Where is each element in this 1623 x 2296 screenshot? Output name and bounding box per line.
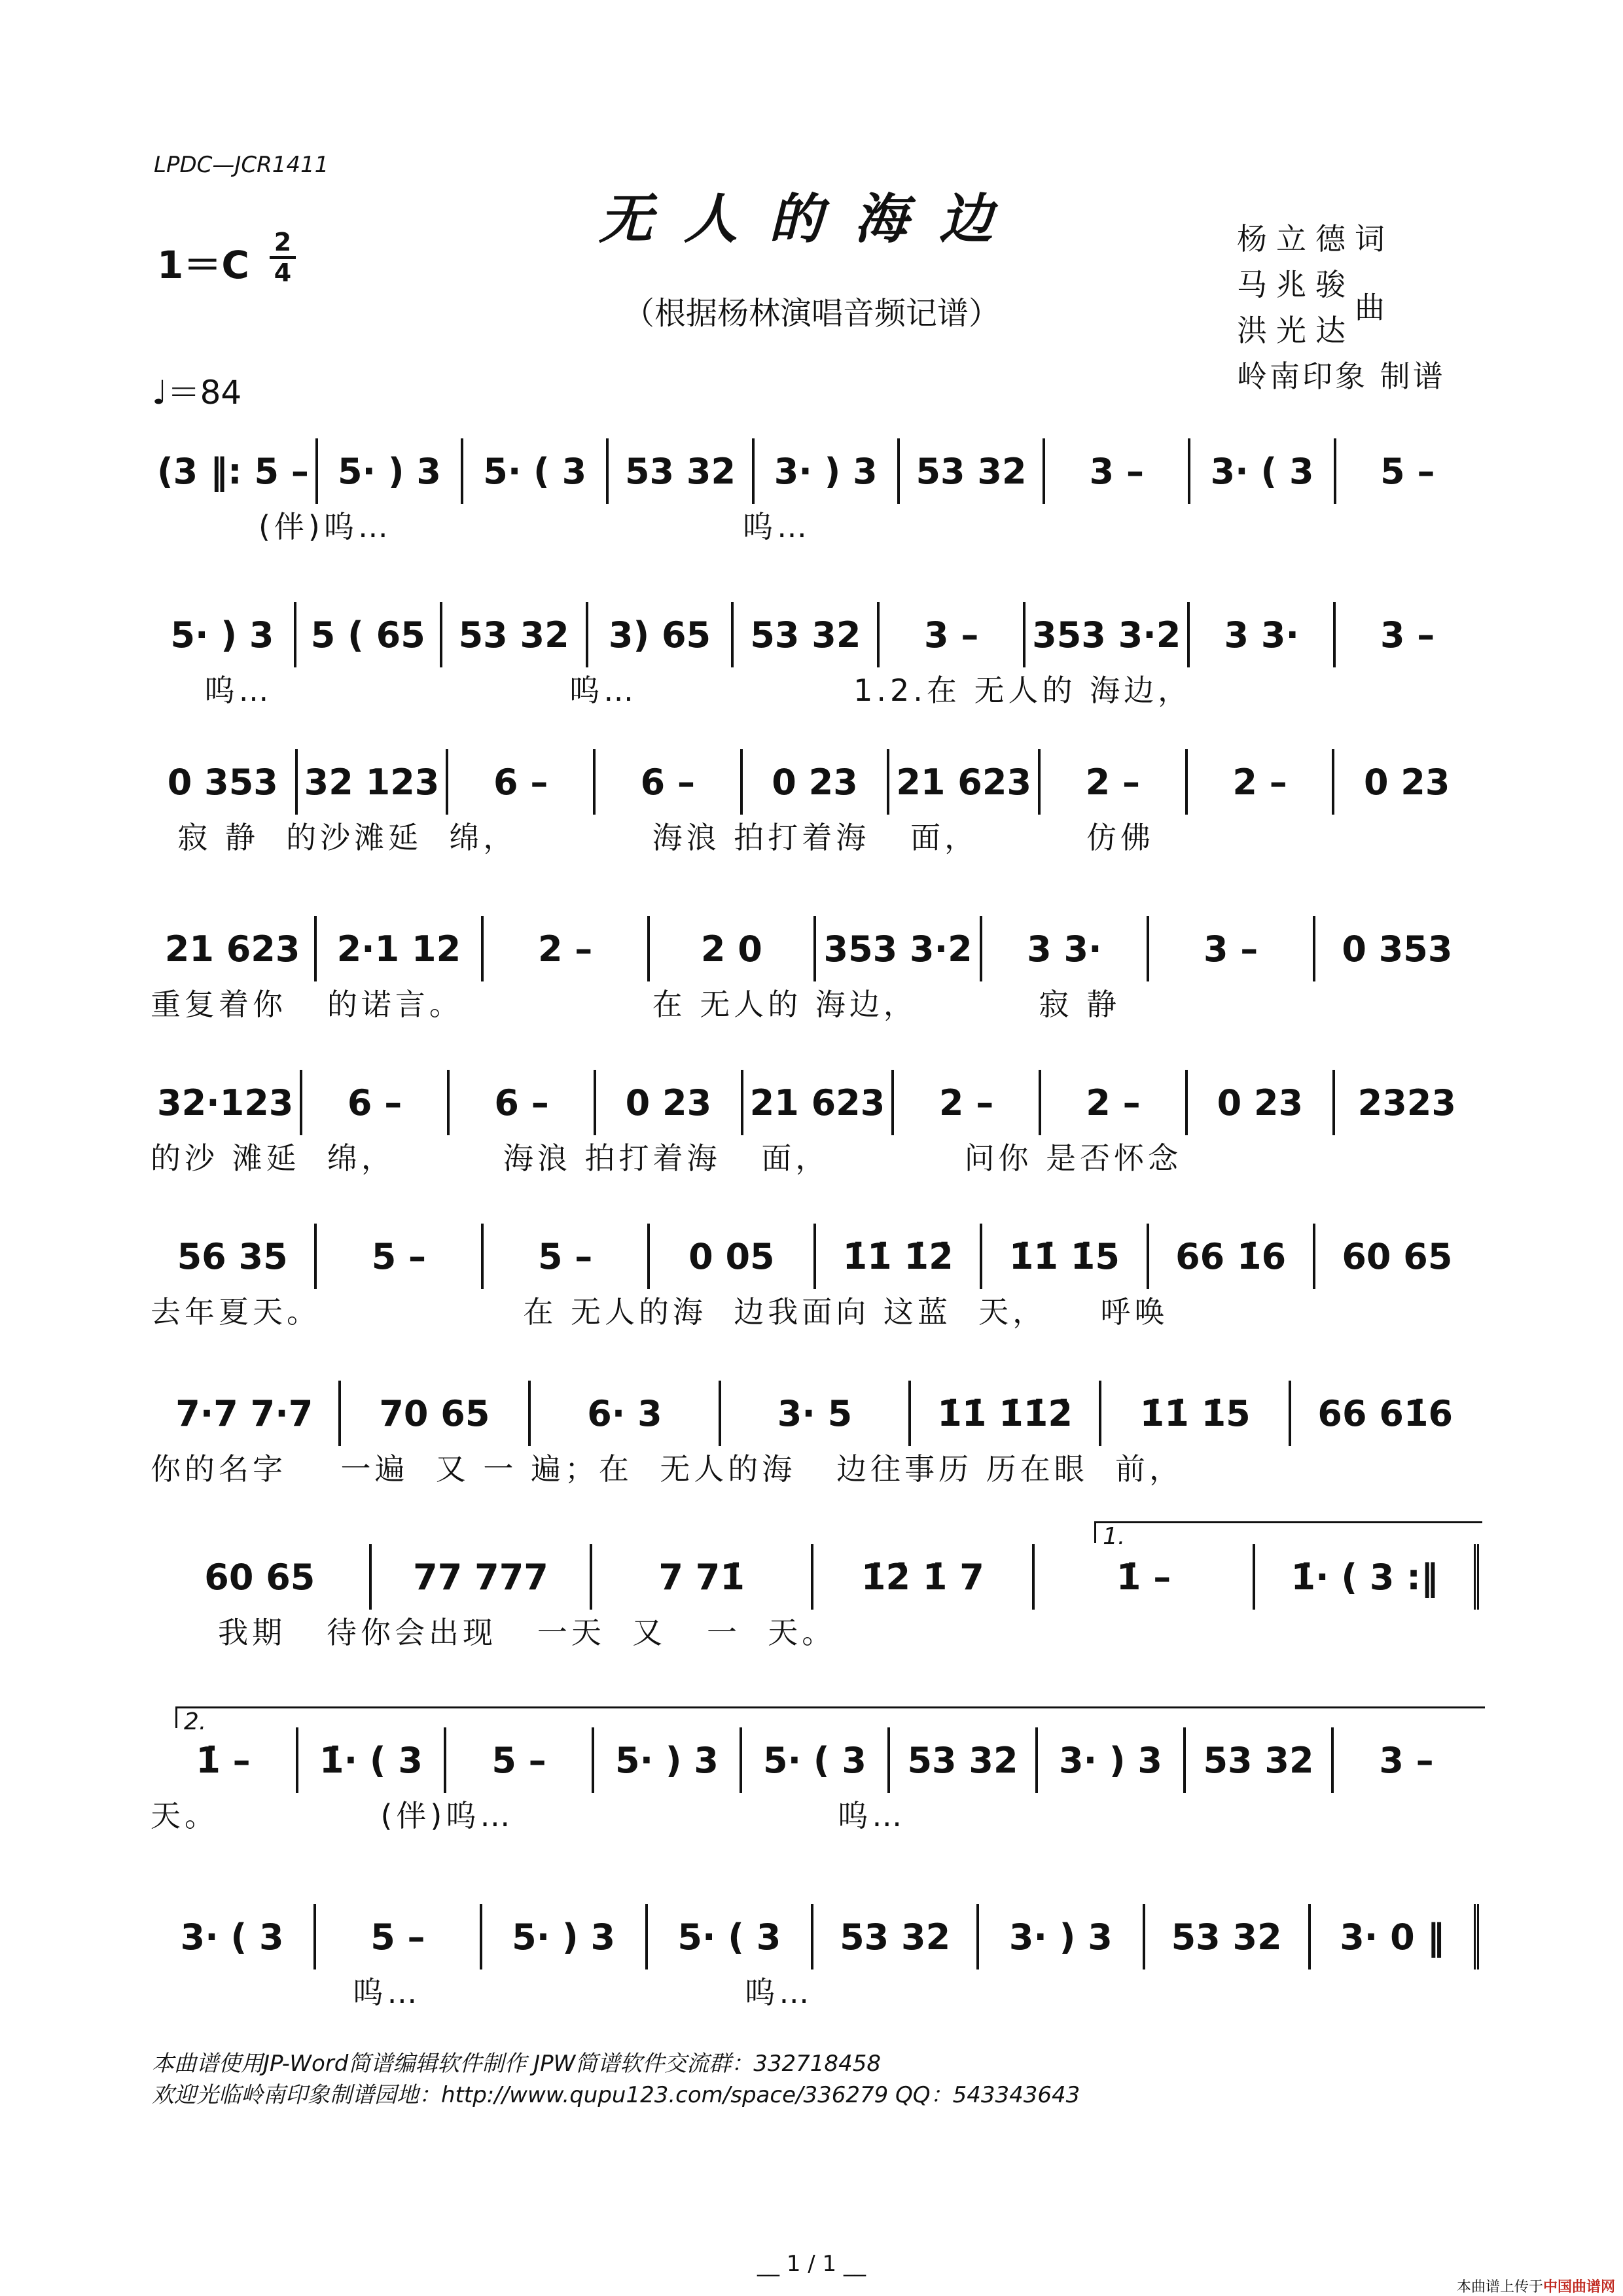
measure: 1̇· ( 3	[298, 1727, 446, 1793]
time-bottom: 4	[274, 258, 292, 287]
measure: 3· ( 3	[151, 1904, 316, 1969]
measure: 5 –	[317, 1224, 483, 1289]
measure: 7 71̇	[592, 1544, 813, 1610]
score-system	[151, 749, 1479, 860]
measure: 2 –	[1188, 749, 1335, 815]
measure: 53 32	[900, 438, 1045, 504]
footer-line-2: 欢迎光临岭南印象制谱园地：http://www.qupu123.com/space/336279 QQ：543343643	[152, 2082, 1080, 2108]
measure: 2 0	[650, 916, 816, 981]
measure: 0 05	[650, 1224, 816, 1289]
measure: 3 3·	[982, 916, 1149, 981]
measure: 5· ( 3	[463, 438, 609, 504]
measure: 5· ) 3	[318, 438, 463, 504]
site-brand: 本曲谱上传于中国曲谱网	[1456, 2279, 1615, 2295]
measure: 77 777	[372, 1544, 593, 1610]
notes-line	[151, 1904, 1479, 1969]
measure: 0 23	[596, 1070, 743, 1135]
lyrics-line: 去年夏天。 在 无人的海 边我面向 这蓝 天， 呼唤	[151, 1294, 1169, 1330]
measure: 3· 5	[721, 1381, 912, 1446]
score-code: LPDC—JCR1411	[154, 152, 329, 178]
measure: 0 353	[151, 749, 298, 815]
measure: 0 353	[1342, 928, 1453, 970]
measure: 3 3·	[1190, 602, 1336, 667]
lyricist: 杨立德词	[1237, 221, 1394, 256]
measure: 56 35	[151, 1224, 317, 1289]
time-signature	[270, 229, 296, 286]
measure: 5· ( 3	[648, 1904, 813, 1969]
key-signature: 1＝C	[157, 243, 249, 287]
measure: 60 65	[151, 1544, 372, 1610]
measure: 53 32	[609, 438, 754, 504]
score-system	[151, 438, 1479, 550]
score-system	[151, 916, 1479, 1027]
score-system	[151, 1224, 1479, 1335]
measure: 1̇· ( 3 :‖	[1255, 1544, 1479, 1610]
lyrics-line: (伴)呜… 呜…	[151, 509, 812, 544]
credits	[1237, 216, 1446, 399]
measure: 2 –	[1041, 1070, 1188, 1135]
composer-2: 洪光达	[1237, 313, 1355, 348]
measure: 3 –	[1045, 438, 1190, 504]
lyrics-line: 我期 待你会出现 一天 又 一 天。	[151, 1615, 836, 1650]
measure: 6 –	[596, 749, 743, 815]
measure: 1̇1̇ 1̇5	[1101, 1381, 1292, 1446]
measure: 21 623	[151, 916, 317, 981]
measure: 1̇1̇ 1̇5	[982, 1224, 1149, 1289]
notes-line	[151, 1727, 1479, 1793]
measure: 6· 3	[531, 1381, 721, 1446]
measure: 2323	[1357, 1082, 1456, 1123]
measure: 6 –	[448, 749, 596, 815]
measure: 53 32	[1145, 1904, 1311, 1969]
measure: 53 32	[890, 1727, 1038, 1793]
composer-1: 马兆骏	[1237, 267, 1355, 302]
measure: 3 –	[1379, 1739, 1434, 1781]
score-system	[151, 602, 1479, 713]
composers	[1237, 262, 1446, 353]
measure: 1̇ –	[1035, 1544, 1256, 1610]
subtitle: （根据杨林演唱音频记谱）	[622, 295, 1000, 332]
measure: 2 –	[484, 916, 650, 981]
measure: 3· ) 3	[979, 1904, 1145, 1969]
footer-info	[152, 2048, 1080, 2111]
notes-line	[151, 749, 1479, 815]
measure: 1̇1̇ 1̇1̇2̇	[911, 1381, 1101, 1446]
measure: 21 623	[889, 749, 1041, 815]
measure: 5· ) 3	[482, 1904, 648, 1969]
measure: 5· ) 3	[594, 1727, 742, 1793]
measure: 5 –	[316, 1904, 482, 1969]
measure: 60 65	[1342, 1235, 1453, 1277]
measure: 7·7 7·7	[151, 1381, 341, 1446]
time-top: 2	[274, 228, 292, 256]
measure: 70 65	[341, 1381, 531, 1446]
measure: 5 ( 65	[296, 602, 442, 667]
lyrics-line: 呜… 呜…	[151, 1975, 813, 2010]
measure: 3 –	[1149, 916, 1315, 981]
measure: 3· ) 3	[755, 438, 900, 504]
measure: 32·123	[151, 1070, 302, 1135]
lyrics-line: 你的名字 一遍 又 一 遍；在 无人的海 边往事历 历在眼 前，	[151, 1451, 1183, 1487]
song-title: 无人的海边	[599, 188, 1024, 251]
lyrics-line: 重复着你 的诺言。 在 无人的 海边， 寂 静	[151, 987, 1121, 1022]
tempo-marking: ♩＝84	[152, 374, 242, 412]
measure: 1̇2̇ 1̇ 7	[813, 1544, 1035, 1610]
measure: 353 3·2	[1026, 602, 1190, 667]
score-system	[151, 1727, 1479, 1839]
lyrics-line: 的沙 滩延 绵， 海浪 拍打着海 面， 问你 是否怀念	[151, 1140, 1183, 1176]
measure: 5 –	[1380, 450, 1435, 492]
measure: 53 32	[1186, 1727, 1334, 1793]
measure: 5· ( 3	[742, 1727, 890, 1793]
notes-line	[151, 1544, 1479, 1610]
lyrics-line: 天。 (伴)呜… 呜…	[151, 1798, 906, 1833]
arranger: 岭南印象 制谱	[1237, 359, 1446, 394]
measure: 3· 0 ‖	[1311, 1904, 1479, 1969]
lyrics-line: 寂 静 的沙滩延 绵， 海浪 拍打着海 面， 仿佛	[151, 820, 1155, 855]
measure: 2·1 12	[317, 916, 483, 981]
measure: 3· ) 3	[1038, 1727, 1186, 1793]
measure: 32 123	[298, 749, 449, 815]
score-system	[151, 1544, 1479, 1655]
measure: 6 –	[450, 1070, 596, 1135]
notes-line	[151, 1224, 1479, 1289]
measure: 1̇1̇ 1̇2̇	[816, 1224, 982, 1289]
measure: 2 –	[894, 1070, 1041, 1135]
measure: 0 23	[1188, 1070, 1334, 1135]
notes-line	[151, 438, 1479, 504]
measure: 21 623	[743, 1070, 895, 1135]
measure: 53 32	[734, 602, 880, 667]
score-system	[151, 1904, 1479, 2015]
measure: 3 –	[880, 602, 1026, 667]
notes-line	[151, 1381, 1479, 1446]
measure: 5 –	[484, 1224, 650, 1289]
measure: 0 23	[743, 749, 890, 815]
measure: 3· ( 3	[1190, 438, 1336, 504]
notes-line	[151, 1070, 1479, 1135]
measure: 0 23	[1363, 761, 1450, 803]
measure: 66 61̇6	[1317, 1392, 1454, 1434]
measure: 5· ) 3	[151, 602, 296, 667]
score-system	[151, 1070, 1479, 1181]
measure: 1̇ –	[151, 1727, 298, 1793]
notes-line	[151, 916, 1479, 981]
footer-line-1: 本曲谱使用JP-Word简谱编辑软件制作 JPW简谱软件交流群：332718458	[152, 2051, 881, 2077]
measure: 53 32	[442, 602, 588, 667]
score-system	[151, 1381, 1479, 1492]
measure: 53 32	[813, 1904, 979, 1969]
measure: 2 –	[1041, 749, 1188, 815]
measure: 353 3·2	[816, 916, 982, 981]
first-ending-bracket: 1.	[1094, 1521, 1482, 1543]
measure: 3 –	[1380, 614, 1435, 656]
second-ending-bracket: 2.	[175, 1706, 1485, 1728]
measure: 6 –	[302, 1070, 449, 1135]
lyrics-line: 呜… 呜… 1.2.在 无人的 海边，	[151, 673, 1192, 708]
measure: 3) 65	[588, 602, 734, 667]
measure: (3 ‖: 5 –	[151, 438, 318, 504]
measure: 66 1̇6	[1149, 1224, 1315, 1289]
measure: 5 –	[446, 1727, 594, 1793]
composer-suffix: 曲	[1355, 290, 1394, 325]
page-number: __ 1 / 1 __	[757, 2251, 866, 2277]
notes-line	[151, 602, 1479, 667]
